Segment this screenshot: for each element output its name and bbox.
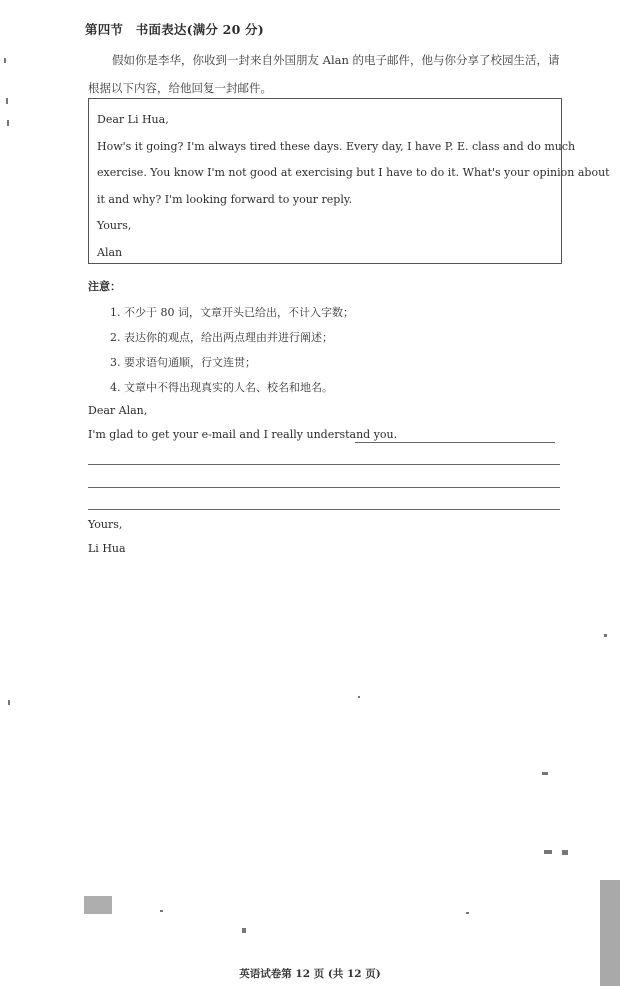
email-line: it and why? I'm looking forward to your reply. <box>97 192 353 206</box>
scan-speck <box>466 912 469 914</box>
email-line: Yours, <box>97 219 132 232</box>
email-line: Alan <box>97 245 123 259</box>
scan-speck <box>7 120 9 126</box>
response-opening: I'm glad to get your e-mail and I really understand you. <box>88 428 398 441</box>
response-greeting: Dear Alan, <box>88 404 148 417</box>
writing-line[interactable] <box>88 487 560 488</box>
note-item: 1. 不少于 80 词，文章开头已给出，不计入字数； <box>110 306 354 319</box>
page-footer: 英语试卷第 12 页 (共 12 页) <box>239 968 381 980</box>
response-signature: Li Hua <box>88 542 126 555</box>
scan-shadow <box>600 880 620 986</box>
scan-speck <box>542 772 548 775</box>
writing-line[interactable] <box>355 442 555 443</box>
scan-speck <box>160 910 163 912</box>
section-heading: 第四节 书面表达(满分 20 分) <box>85 22 264 37</box>
writing-line[interactable] <box>88 509 560 510</box>
email-line: Dear Li Hua, <box>97 113 169 126</box>
scan-speck <box>544 850 552 854</box>
email-line: exercise. You know I'm not good at exercising but I have to do it. What's your opinion about <box>97 166 610 179</box>
note-item: 2. 表达你的观点，给出两点理由并进行阐述； <box>110 331 333 344</box>
scan-speck <box>604 634 607 637</box>
response-closing: Yours, <box>88 518 123 531</box>
email-line: How's it going? I'm always tired these days. Every day, I have P. E. class and do much <box>97 139 576 153</box>
note-item: 4. 文章中不得出现真实的人名、校名和地名。 <box>110 381 333 394</box>
email-box <box>88 98 610 264</box>
note-item: 3. 要求语句通顺，行文连贯； <box>110 356 256 369</box>
scan-speck <box>562 850 568 855</box>
scan-speck <box>8 700 10 705</box>
scan-speck <box>4 58 6 63</box>
task-prompt: 假如你是李华，你收到一封来自外国朋友 Alan 的电子邮件，他与你分享了校园生活，请根据以下内容，给他回复一封邮件。 <box>88 53 560 95</box>
scan-speck <box>6 98 8 104</box>
scan-smudge <box>84 896 112 914</box>
scan-speck <box>242 928 246 933</box>
writing-line[interactable] <box>88 464 560 465</box>
scan-speck <box>358 696 360 698</box>
notes-title: 注意： <box>88 280 121 293</box>
